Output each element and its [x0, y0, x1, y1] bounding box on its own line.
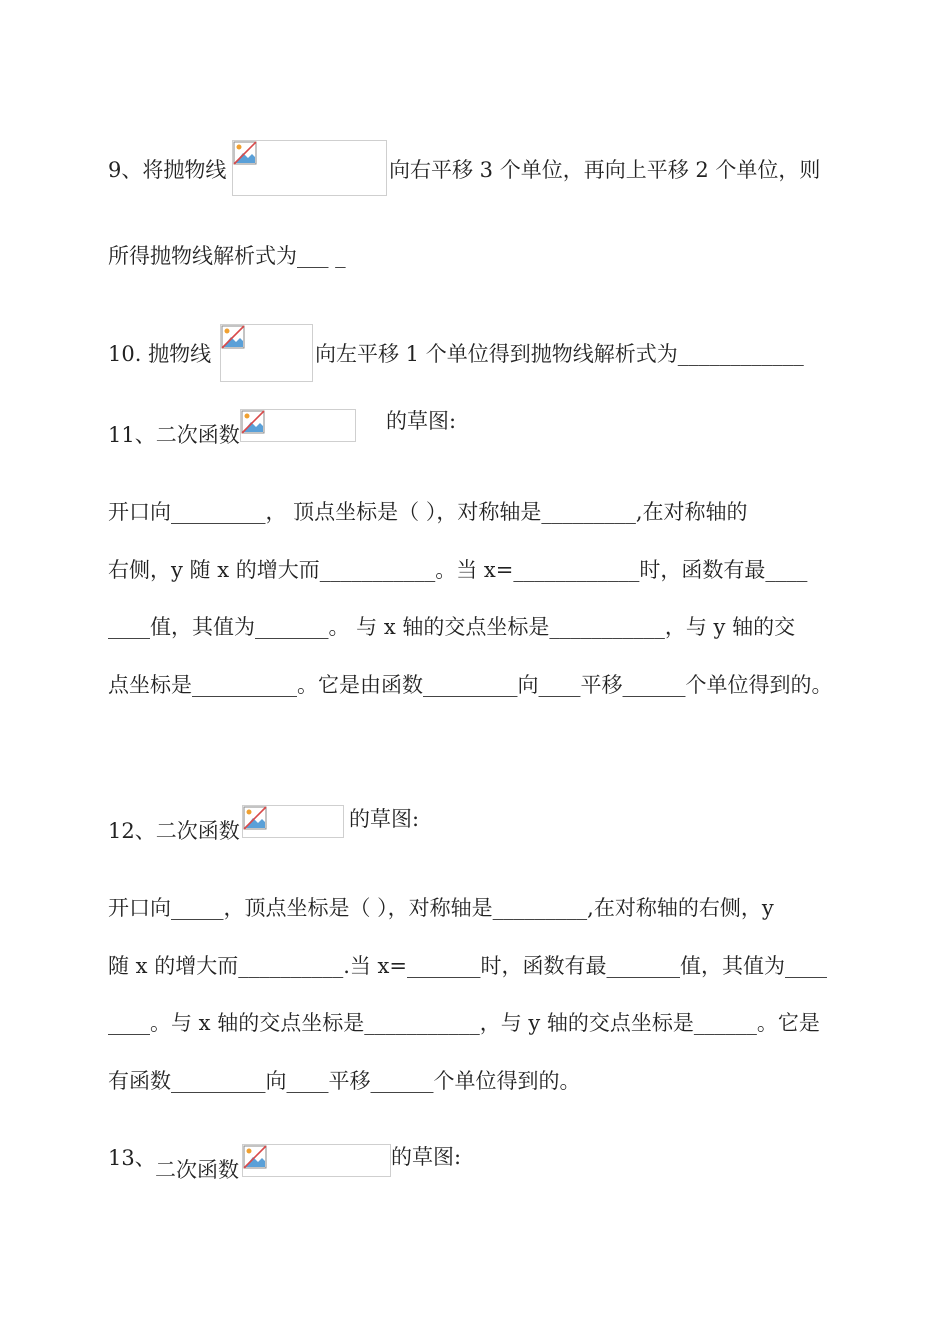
q12-line2: 随 x 的增大而__________.当 x=_______时，函数有最_______值，其值为____ [108, 954, 827, 978]
broken-image-icon [243, 806, 267, 830]
q11-line2: 右侧，y 随 x 的增大而___________。当 x=____________时，函数有最____ [108, 558, 808, 582]
q9-line2: 所得抛物线解析式为___ _ [108, 244, 346, 268]
q11-line3: ____值，其值为_______。 与 x 轴的交点坐标是___________，与 y 轴的交 [108, 615, 796, 639]
formula-image-placeholder [232, 140, 387, 196]
q13-number: 13、 [108, 1146, 156, 1170]
q12-prefix: 12、二次函数 [108, 819, 240, 843]
broken-image-icon [241, 410, 265, 434]
broken-image-icon [243, 1145, 267, 1169]
q12-line4: 有函数_________向____平移______个单位得到的。 [108, 1069, 581, 1093]
q10-suffix: 向左平移 1 个单位得到抛物线解析式为____________ [315, 342, 804, 366]
q11-line1: 开口向_________， 顶点坐标是（ ），对称轴是_________,在对称轴的 [108, 500, 748, 524]
q12-line3: ____。与 x 轴的交点坐标是___________，与 y 轴的交点坐标是______。它是 [108, 1011, 820, 1035]
q9-line1-prefix: 9、将抛物线 [108, 158, 227, 182]
q10-prefix: 10. 抛物线 [108, 342, 212, 366]
formula-image-placeholder [240, 409, 356, 442]
q11-prefix: 11、二次函数 [108, 423, 240, 447]
broken-image-icon [221, 325, 245, 349]
q13-prefix: 二次函数 [155, 1158, 239, 1182]
q12-suffix: 的草图: [349, 807, 420, 831]
q12-line1: 开口向_____，顶点坐标是（ ），对称轴是_________,在对称轴的右侧，y [108, 896, 774, 920]
formula-image-placeholder [242, 1144, 391, 1177]
q13-suffix: 的草图: [391, 1145, 462, 1169]
q11-suffix: 的草图: [386, 409, 457, 433]
formula-image-placeholder [242, 805, 344, 838]
formula-image-placeholder [220, 324, 313, 382]
broken-image-icon [233, 141, 257, 165]
q11-line4: 点坐标是__________。它是由函数_________向____平移______个单位得到的。 [108, 673, 833, 697]
q9-line1-suffix: 向右平移 3 个单位，再向上平移 2 个单位，则 [389, 158, 821, 182]
